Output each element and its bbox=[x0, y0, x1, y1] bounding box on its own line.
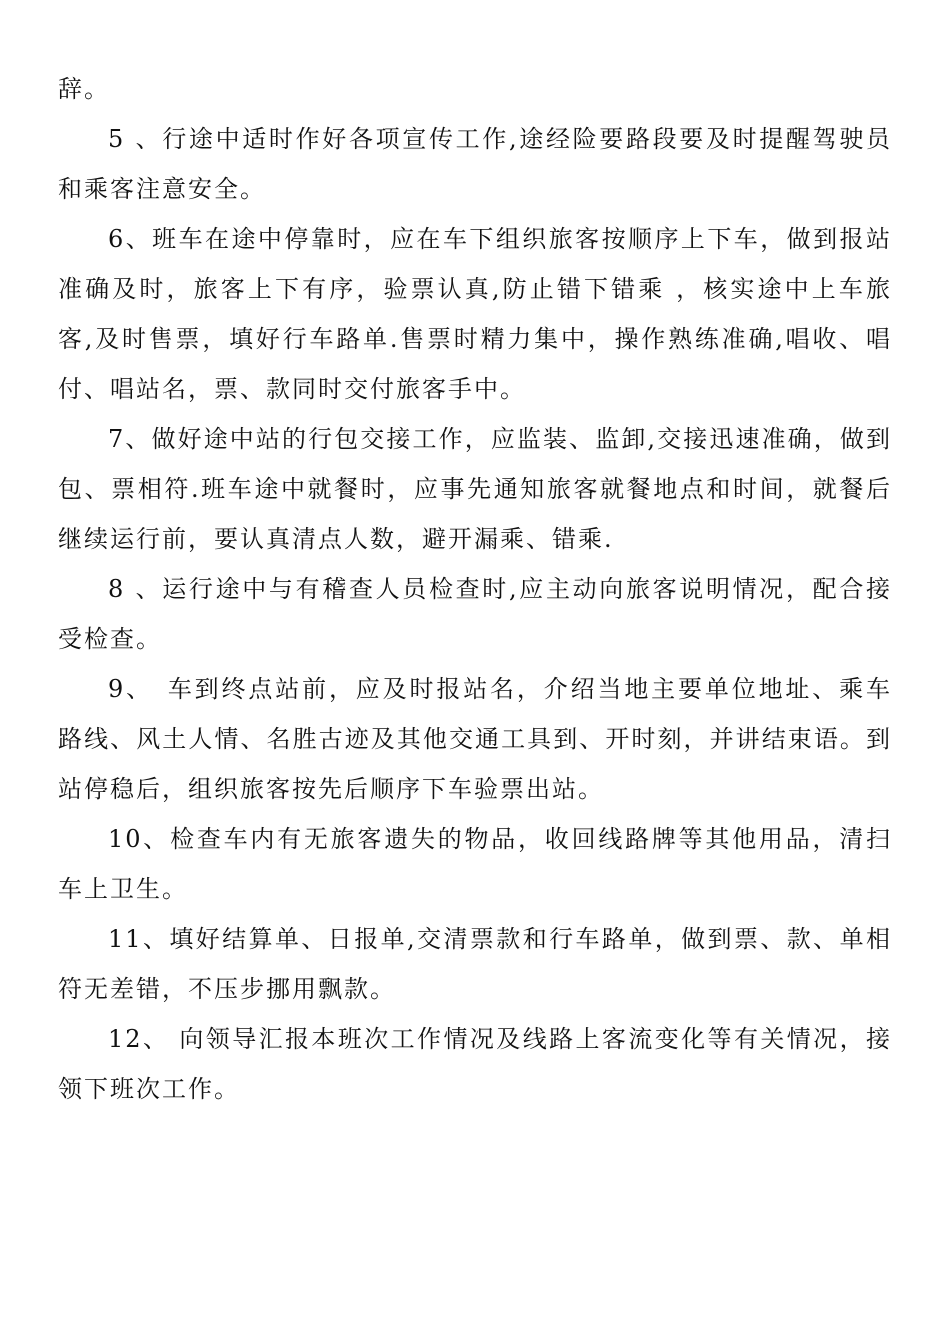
paragraph-item-7: 7、做好途中站的行包交接工作，应监装、监卸,交接迅速准确，做到包、票相符.班车途中就餐时，应事先通知旅客就餐地点和时间，就餐后继续运行前，要认真清点人数，避开漏乘、错乘. bbox=[58, 425, 892, 553]
paragraph-item-12: 12、 向领导汇报本班次工作情况及线路上客流变化等有关情况，接领下班次工作。 bbox=[58, 1025, 892, 1103]
paragraph-item-11: 11、填好结算单、日报单,交清票款和行车路单，做到票、款、单相符无差错，不压步挪用飘款。 bbox=[58, 925, 892, 1003]
paragraph-continuation: 辞。 bbox=[58, 75, 110, 103]
paragraph-item-5: 5 、行途中适时作好各项宣传工作,途经险要路段要及时提醒驾驶员和乘客注意安全。 bbox=[58, 125, 892, 203]
paragraph-item-9: 9、 车到终点站前，应及时报站名，介绍当地主要单位地址、乘车路线、风土人情、名胜古迹及其他交通工具到、开时刻，并讲结束语。到站停稳后，组织旅客按先后顺序下车验票出站。 bbox=[58, 675, 892, 803]
paragraph-item-10: 10、检查车内有无旅客遗失的物品，收回线路牌等其他用品，清扫车上卫生。 bbox=[58, 825, 892, 903]
document-body bbox=[58, 64, 892, 1114]
paragraph-item-8: 8 、运行途中与有稽查人员检查时,应主动向旅客说明情况，配合接受检查。 bbox=[58, 575, 892, 653]
paragraph-item-6: 6、班车在途中停靠时，应在车下组织旅客按顺序上下车，做到报站准确及时，旅客上下有序，验票认真,防止错下错乘 ，核实途中上车旅客,及时售票，填好行车路单.售票时精力集中，操作熟练准确,唱收、唱付、唱站名，票、款同时交付旅客手中。 bbox=[58, 225, 892, 403]
